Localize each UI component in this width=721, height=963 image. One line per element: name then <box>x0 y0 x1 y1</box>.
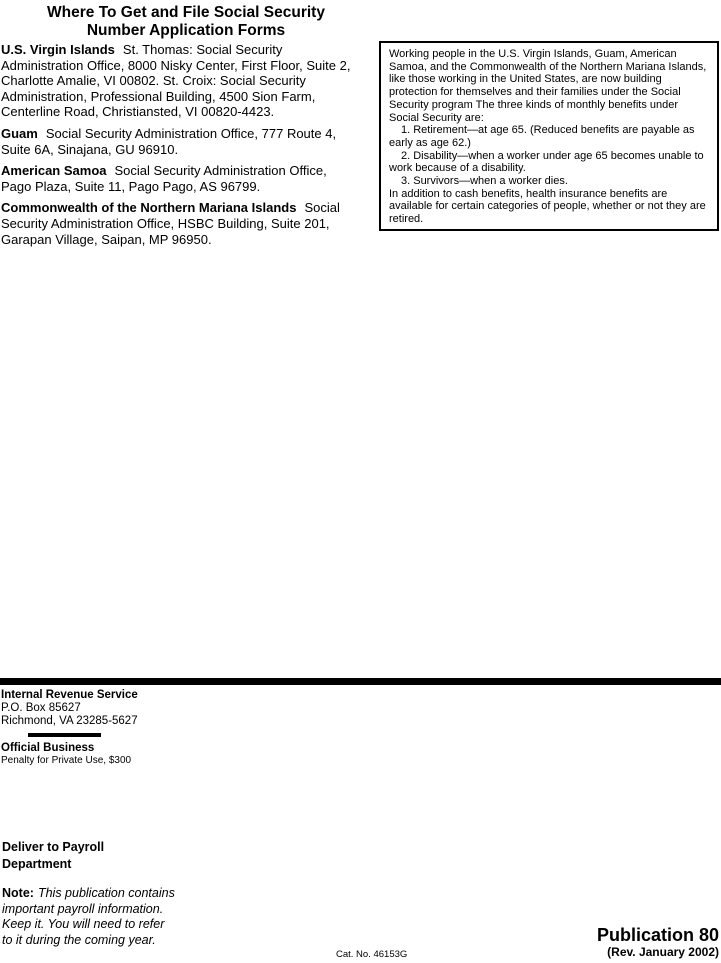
location-label: Commonwealth of the Northern Mariana Islands <box>1 200 297 216</box>
note-block <box>2 886 176 948</box>
page-title-line1: Where To Get and File Social Security <box>47 4 325 21</box>
official-business-label: Official Business <box>1 742 95 754</box>
sender-address-line2: Richmond, VA 23285-5627 <box>1 715 138 728</box>
separator-bar-full <box>0 678 721 685</box>
location-label: U.S. Virgin Islands <box>1 42 115 57</box>
location-item-virgin-islands <box>1 42 355 120</box>
sender-address-line1: P.O. Box 85627 <box>1 702 81 715</box>
location-label: Guam <box>1 125 38 141</box>
publication-block <box>597 925 719 959</box>
location-text: Social Security Administration Office, Pago Plaza, Suite 11, Pago Pago, AS 96799. <box>1 163 327 194</box>
location-text: Social Security Administration Office, 777 Route 4, Suite 6A, Sinajana, GU 96910. <box>1 125 337 157</box>
location-item-guam <box>1 126 355 157</box>
page-title-line2: Number Application Forms <box>86 21 286 39</box>
location-text: St. Thomas: Social Security Administration Office, 8000 Nisky Center, First Floor, Suite 2, Charlotte Amalie, VI 00802. St. Croix: Social Security Administration, Professional Building, 4500 Sion Farm, Centerline Road, Christiansted, VI 00820-4423. <box>1 42 351 120</box>
info-box-outro: In addition to cash benefits, health insurance benefits are available for certain categories of people, whether or not they are retired. <box>389 187 706 226</box>
catalog-number: Cat. No. 46153G <box>336 949 408 960</box>
publication-revision: (Rev. January 2002) <box>607 945 719 959</box>
location-text: Social Security Administration Office, HSBC Building, Suite 201, Garapan Village, Saipan, MP 96950. <box>1 200 340 247</box>
info-box <box>379 41 719 231</box>
location-item-northern-mariana <box>1 200 355 247</box>
info-box-intro: Working people in the U.S. Virgin Islands, Guam, American Samoa, and the Commonwealth of the Northern Mariana Islands, like those working in the United States, are now building protection for themselves and their families under the Social Security program The three kinds of monthly benefits under Social Security are: <box>389 48 707 124</box>
page-title <box>0 4 372 39</box>
delivery-line1: Deliver to Payroll <box>2 840 105 854</box>
delivery-instruction <box>2 839 104 872</box>
publication-title: Publication 80 <box>596 925 719 945</box>
locations-list <box>1 42 355 253</box>
sender-block <box>1 689 138 729</box>
penalty-text: Penalty for Private Use, $300 <box>1 755 132 766</box>
info-box-item-survivors: 3. Survivors—when a worker dies. <box>401 175 568 188</box>
sender-name: Internal Revenue Service <box>1 689 138 701</box>
location-label: American Samoa <box>1 163 107 179</box>
info-box-item-disability: 2. Disability—when a worker under age 65 becomes unable to work because of a disability. <box>389 149 704 175</box>
info-box-item-retirement: 1. Retirement—at age 65. (Reduced benefits are payable as early as age 62.) <box>389 124 695 149</box>
delivery-line2: Department <box>2 856 72 871</box>
location-item-american-samoa <box>1 163 355 194</box>
note-label: Note: <box>2 886 34 900</box>
separator-bar-short <box>28 733 101 737</box>
note-text: This publication contains important payroll information. Keep it. You will need to refer to it during the coming year. <box>2 886 175 947</box>
